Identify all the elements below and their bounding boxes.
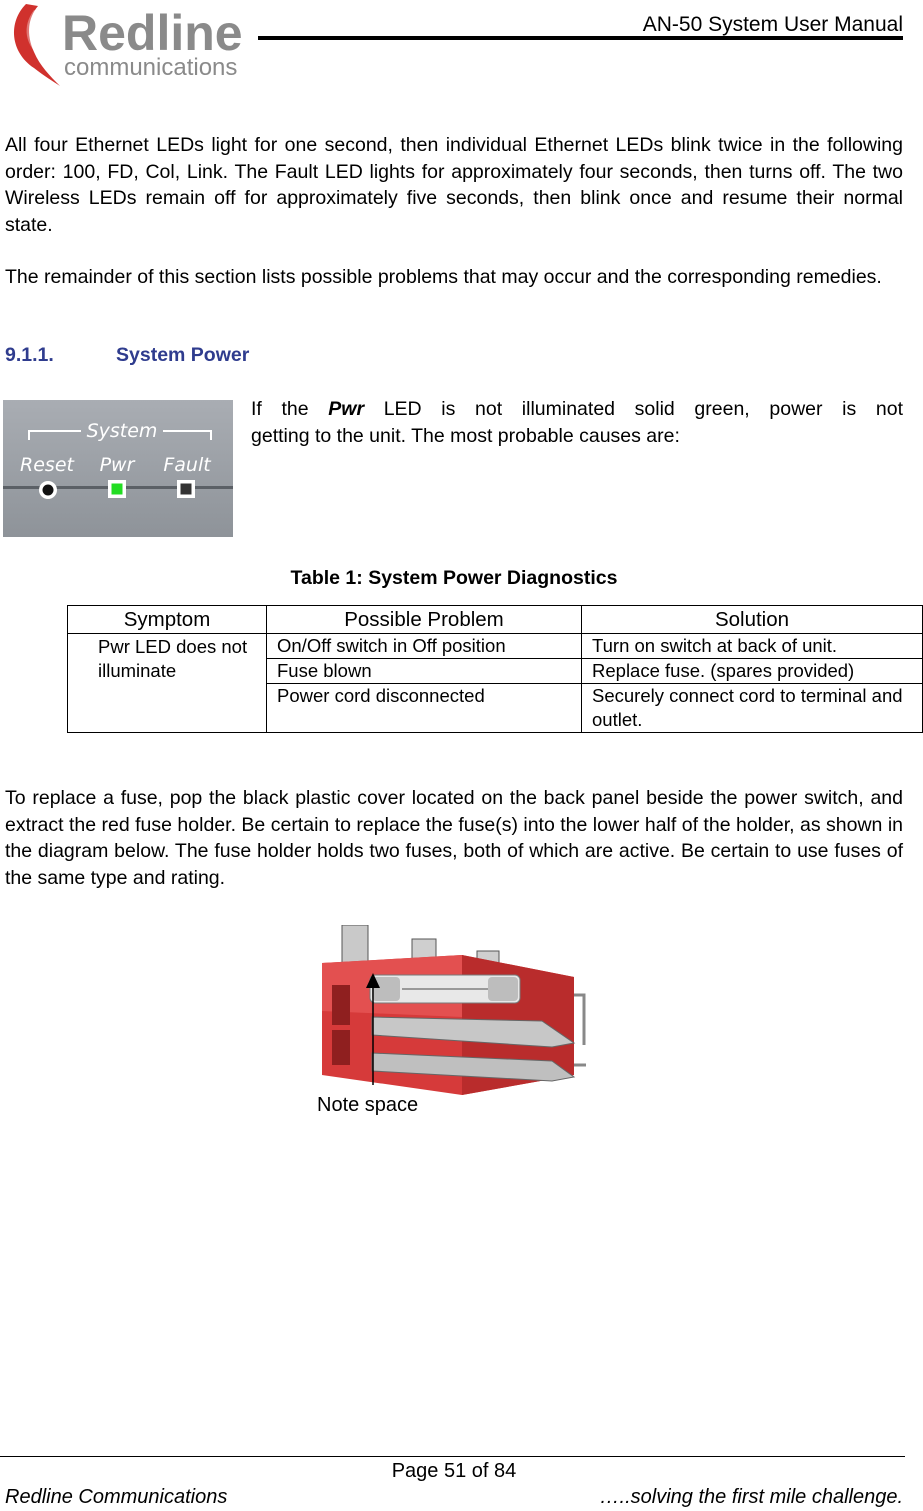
- solution-cell: Turn on switch at back of unit.: [582, 634, 923, 659]
- reset-led-icon: [39, 481, 57, 499]
- pwr-led-icon: [108, 480, 126, 498]
- pwr-led-paragraph: [251, 396, 903, 450]
- system-led-panel-image: [3, 400, 233, 537]
- intro-paragraph: All four Ethernet LEDs light for one second, then individual Ethernet LEDs blink twice in the following order: 100, FD, Col, Link. The Fault LED lights for approximately four seconds, then turns off. The two Wireless LEDs remain off for approximately five seconds, then blink once and resume their normal state.: [5, 134, 903, 236]
- pwr-para-text-before: If the: [251, 398, 329, 420]
- problem-cell: Power cord disconnected: [267, 684, 582, 733]
- logo-wordmark: Redline: [62, 5, 243, 61]
- solution-cell: Replace fuse. (spares provided): [582, 659, 923, 684]
- pwr-para-line2: getting to the unit. The most probable causes are:: [251, 425, 680, 447]
- section-heading: [5, 344, 249, 367]
- logo-subtitle: communications: [64, 54, 238, 81]
- header-solution: Solution: [582, 606, 923, 634]
- page-number: Page 51 of 84: [391, 1460, 517, 1482]
- note-space-label: Note space: [317, 1094, 419, 1116]
- table-row: [68, 634, 923, 659]
- redline-logo: [4, 0, 260, 90]
- panel-label-fault: Fault: [163, 454, 211, 476]
- panel-label-reset: Reset: [20, 454, 74, 476]
- remainder-paragraph: The remainder of this section lists possible problems that may occur and the corresponding remedies.: [5, 266, 882, 288]
- diagnostics-table: [67, 605, 923, 733]
- table-caption: Table 1: System Power Diagnostics: [290, 567, 618, 589]
- header-rule: [258, 36, 903, 40]
- header-symptom: Symptom: [68, 606, 267, 634]
- footer-rule: [0, 1456, 905, 1457]
- section-title: System Power: [116, 344, 250, 366]
- header-problem: Possible Problem: [267, 606, 582, 634]
- problem-cell: Fuse blown: [267, 659, 582, 684]
- pwr-emphasis: Pwr: [328, 398, 365, 420]
- section-number: 9.1.1.: [5, 344, 54, 366]
- pwr-para-line1: [251, 396, 903, 423]
- panel-group-label: System: [86, 420, 158, 442]
- fuse-holder-image: [312, 925, 588, 1100]
- solution-cell: Securely connect cord to terminal and outlet.: [582, 684, 923, 733]
- fault-led-icon: [177, 480, 195, 498]
- document-title: AN-50 System User Manual: [642, 13, 903, 36]
- fuse-paragraph: To replace a fuse, pop the black plastic cover located on the back panel beside the power switch, and extract the red fuse holder. Be certain to replace the fuse(s) into the lower half of the holder, as shown in the diagram below. The fuse holder holds two fuses, both of which are active. Be certain to use fuses of the same type and rating.: [5, 787, 903, 889]
- footer-tagline: …..solving the first mile challenge.: [599, 1486, 903, 1508]
- symptom-cell: Pwr LED does not illuminate: [68, 634, 267, 733]
- table-header-row: [68, 606, 923, 634]
- panel-label-pwr: Pwr: [99, 454, 135, 476]
- problem-cell: On/Off switch in Off position: [267, 634, 582, 659]
- pwr-para-text-after: LED is not illuminated solid green, power is not: [364, 398, 903, 420]
- footer-company: Redline Communications: [5, 1486, 228, 1508]
